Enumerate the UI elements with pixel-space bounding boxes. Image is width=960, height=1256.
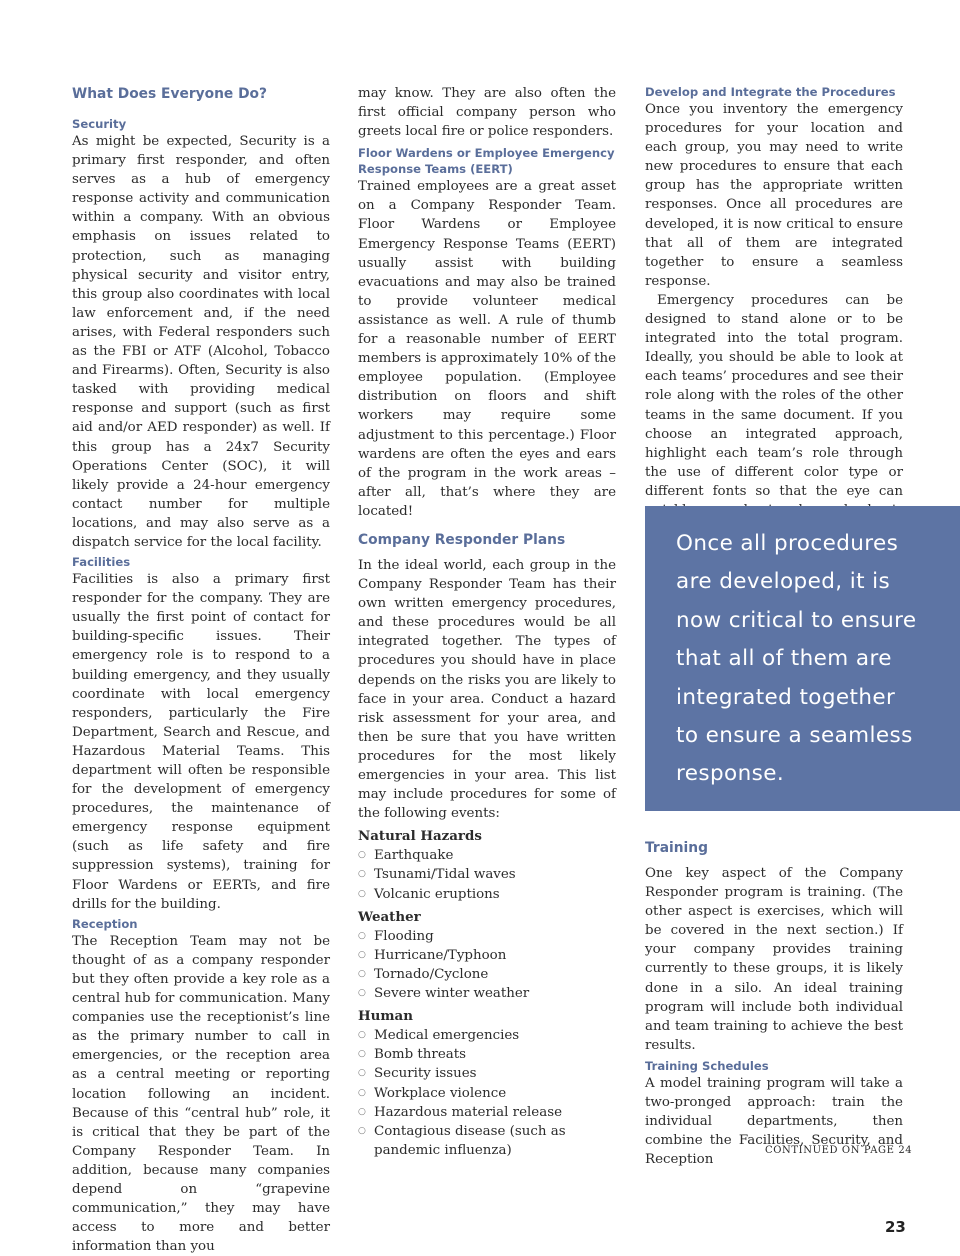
list-item: ○ Bomb threats (358, 1045, 616, 1064)
list-heading-natural-hazards: Natural Hazards (358, 828, 482, 845)
list-item: ○ Hurricane/Typhoon (358, 946, 616, 965)
paragraph-reception: The Reception Team may not be thought of as a company responder but they often provide a key role as a central hub for communication. Many companies use the receptionist’s line as the primary number to call in emergencies, or the reception area as a central meeting or reporting location following an incident. Because of this “central hub” role, it is critical that they be part of the Company Responder Team. In addition, because many companies depend on “grapevine communication,” they may have access to more and better information than you (72, 933, 330, 1255)
pull-quote-line: integrated together (676, 684, 896, 710)
subheading-facilities: Facilities (72, 555, 131, 570)
pull-quote-line: that all of them are (676, 646, 892, 672)
section-heading-company-responder-plans: Company Responder Plans (358, 531, 566, 548)
paragraph-plans: In the ideal world, each group in the Company Responder Team has their own written emergency procedures, and these procedures would be all integrated together. The types of procedures you should have in place depends on the risks you are likely to face in your area. Conduct a hazard risk assessment for your area, and then be sure that you have written procedures for the most likely emergencies in your area. This list may include procedures for some of the following events: (358, 557, 616, 822)
paragraph-develop-2: Emergency procedures can be designed to stand alone or to be integrated into the total program. Ideally, you should be able to look at each teams’ procedures and see their role along with the roles of the other teams in the same document. If you choose an integrated approach, highlight each team’s role through the use of different color type or different fonts so that the eye can (645, 292, 903, 499)
pull-quote-line: response. (676, 761, 785, 787)
list-item: ○ Tsunami/Tidal waves (358, 865, 616, 884)
list-item: ○ Medical emergencies (358, 1026, 616, 1045)
list-item: ○ Severe winter weather (358, 984, 616, 1003)
pull-quote-line: are developed, it is (676, 569, 891, 595)
pull-quote (645, 506, 960, 811)
list-heading-weather: Weather (358, 908, 421, 925)
pull-quote-line: now critical to ensure (676, 607, 917, 633)
page-number: 23 (885, 1218, 906, 1236)
paragraph-training: One key aspect of the Company Responder program is training. (The other aspect is exercises, which will be covered in the next section.) If your company provides training currently to these groups, it is likely done in a silo. An ideal training program will include both individual and team training to achieve the best results. (645, 866, 903, 1053)
paragraph-continued: may know. They are also often the first official company person who greets local fire or police responders. (358, 86, 616, 140)
paragraph-develop-1: Once you inventory the emergency procedures for your location and each group, you may need to write new procedures to ensure that each group has the appropriate written responses. Once all procedures are developed, it is now critical to ensure that all of them are integrated together to ensure a seamless response. (645, 102, 903, 289)
subheading-security: Security (72, 117, 127, 131)
list-item: ○ Hazardous material release (358, 1103, 616, 1122)
list-natural-hazards (358, 846, 616, 903)
list-item: ○ Security issues (358, 1064, 616, 1083)
paragraph-floor-wardens: Trained employees are a great asset on a Company Responder Team. Floor Wardens or Employee Emergency Response Teams (EERT) usually assist with building evacuations and may also be trained to provide volunteer medical assistance as well. A rule of thumb for a reasonable number of EERT members is approximately 10% of the employee population. (Employee distribution on floors and shift workers may require some adjustment to this percentage.) Floor wardens are often the eyes and ears of the program in the work areas – after all, that’s where they are located! (358, 179, 616, 519)
list-item: ○ Volcanic eruptions (358, 885, 616, 904)
list-item: ○ Flooding (358, 927, 616, 946)
continued-on-page-link: CONTINUED ON PAGE 24 (765, 1145, 913, 1156)
column-3 (645, 84, 903, 539)
section-heading-what-does-everyone-do: What Does Everyone Do? (72, 86, 268, 102)
subheading-floor-wardens: Floor Wardens or Employee Emergency Response Teams (EERT) (358, 146, 615, 177)
pull-quote-line: to ensure a seamless (676, 723, 913, 749)
list-weather (358, 927, 616, 1003)
subheading-training-schedules: Training Schedules (645, 1058, 769, 1073)
column-1 (72, 84, 330, 1256)
column-2 (358, 84, 616, 1160)
paragraph-facilities: Facilities is also a primary first responder for the company. They are usually the first point of contact for building-specific issues. Their emergency role is to respond to a building emergency, and they usually coordinate with local emergency responders, particularly the Fire Department, Search and Rescue, and Hazardous Material Teams. This department will often be responsible for the development of emergency procedures, the maintenance of emergency response equipment (such as life safety and fire suppression systems), training for Floor Wardens or EERTs, and fire drills for the building. (72, 572, 330, 912)
list-item: ○ Earthquake (358, 846, 616, 865)
list-item: ○ Tornado/Cyclone (358, 965, 616, 984)
section-heading-training: Training (645, 840, 708, 856)
paragraph-security: As might be expected, Security is a primary first responder, and often serves as a hub of emergency response activity and communication within a company. With an obvious emphasis on issues related to protection, such as managing physical security and visitor entry, this group also coordinates with local law enforcement and, if the need arises, with Federal responders such as the FBI or ATF (Alcohol, Tobacco and Firearms). Often, Security is also tasked with providing medical response and support (such as first aid and/or AED responder) as well. If this group has a 24x7 Security Operations Center (SOC), it will likely provide a 24-hour emergency contact number for multiple locations, and may also serve as a dispatch service for the local facility. (72, 134, 330, 550)
list-heading-human: Human (358, 1008, 413, 1025)
list-item: ○ Contagious disease (such as pandemic influenza) (358, 1122, 616, 1160)
paragraph-training-schedules: A model training program will take a two-pronged approach: train the individual departments, then combine the Facilities, Security, and Reception (645, 1075, 903, 1168)
list-human (358, 1026, 616, 1160)
subheading-develop-integrate: Develop and Integrate the Procedures (645, 85, 896, 99)
column-3-lower (645, 838, 903, 1169)
list-item: ○ Workplace violence (358, 1084, 616, 1103)
pull-quote-line: Once all procedures (676, 531, 899, 556)
subheading-reception: Reception (72, 916, 138, 931)
